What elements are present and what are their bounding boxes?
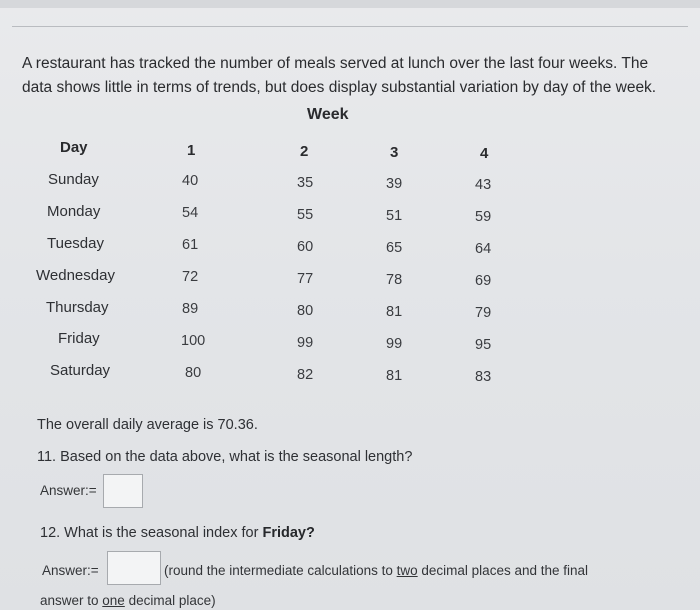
day-label: Tuesday	[47, 235, 104, 252]
day-label: Wednesday	[36, 267, 115, 284]
question-12	[40, 525, 315, 541]
table-cell: 99	[386, 336, 403, 352]
table-cell: 54	[182, 205, 199, 221]
day-label: Monday	[47, 203, 101, 220]
answer-11-input[interactable]	[103, 474, 143, 508]
question-12-emphasis: Friday?	[262, 525, 315, 541]
table-cell: 81	[386, 368, 403, 384]
week-header-2: 2	[300, 143, 309, 160]
rounding-note-emphasis: one	[102, 593, 125, 608]
rounding-note-text: answer to	[40, 593, 103, 608]
table-cell: 72	[182, 269, 199, 285]
table-cell: 59	[475, 209, 492, 225]
table-cell: 78	[386, 272, 403, 288]
rounding-note-text: (round the intermediate calculations to	[164, 563, 397, 578]
day-label: Sunday	[48, 171, 99, 188]
table-cell: 89	[182, 301, 199, 317]
table-cell: 80	[297, 303, 314, 319]
table-cell: 80	[185, 365, 202, 381]
divider	[12, 26, 688, 27]
table-cell: 51	[386, 208, 403, 224]
question-12-text: 12. What is the seasonal index for	[40, 525, 263, 541]
rounding-note-text: decimal place)	[124, 593, 216, 608]
table-cell: 83	[475, 369, 492, 385]
rounding-note-emphasis: two	[396, 563, 418, 578]
day-label: Saturday	[50, 362, 111, 379]
table-cell: 60	[297, 239, 314, 255]
day-label: Thursday	[46, 299, 109, 316]
table-cell: 64	[475, 241, 492, 257]
rounding-note-line-2	[40, 593, 216, 608]
table-cell: 81	[386, 304, 403, 320]
day-label: Friday	[58, 330, 100, 347]
table-cell: 39	[386, 176, 403, 192]
week-header-1: 1	[187, 142, 196, 159]
table-cell: 79	[475, 305, 492, 321]
week-title: Week	[307, 106, 349, 123]
table-cell: 40	[182, 173, 199, 189]
rounding-note-text: decimal places and the final	[417, 563, 589, 578]
table-cell: 77	[297, 271, 314, 287]
table-cell: 82	[297, 367, 314, 383]
week-header-4: 4	[480, 145, 489, 162]
intro-line-1: A restaurant has tracked the number of meals served at lunch over the last four weeks. The	[22, 55, 649, 72]
question-11: 11. Based on the data above, what is the seasonal length?	[37, 449, 413, 465]
week-header-3: 3	[390, 144, 399, 161]
answer-11-label: Answer:=	[40, 483, 97, 498]
answer-12-input[interactable]	[107, 551, 161, 585]
table-cell: 43	[475, 177, 492, 193]
table-cell: 95	[475, 337, 492, 353]
table-cell: 65	[386, 240, 403, 256]
table-cell: 100	[181, 333, 206, 349]
rounding-note	[164, 563, 588, 578]
table-cell: 35	[297, 175, 314, 191]
answer-12-label: Answer:=	[42, 563, 99, 578]
table-cell: 55	[297, 207, 314, 223]
day-header: Day	[60, 139, 88, 156]
intro-line-2: data shows little in terms of trends, but does display substantial variation by day of the week.	[22, 79, 657, 96]
average-statement: The overall daily average is 70.36.	[37, 417, 258, 433]
problem-intro	[22, 52, 682, 100]
table-cell: 61	[182, 237, 199, 253]
top-strip	[0, 0, 700, 8]
table-cell: 69	[475, 273, 492, 289]
table-cell: 99	[297, 335, 314, 351]
